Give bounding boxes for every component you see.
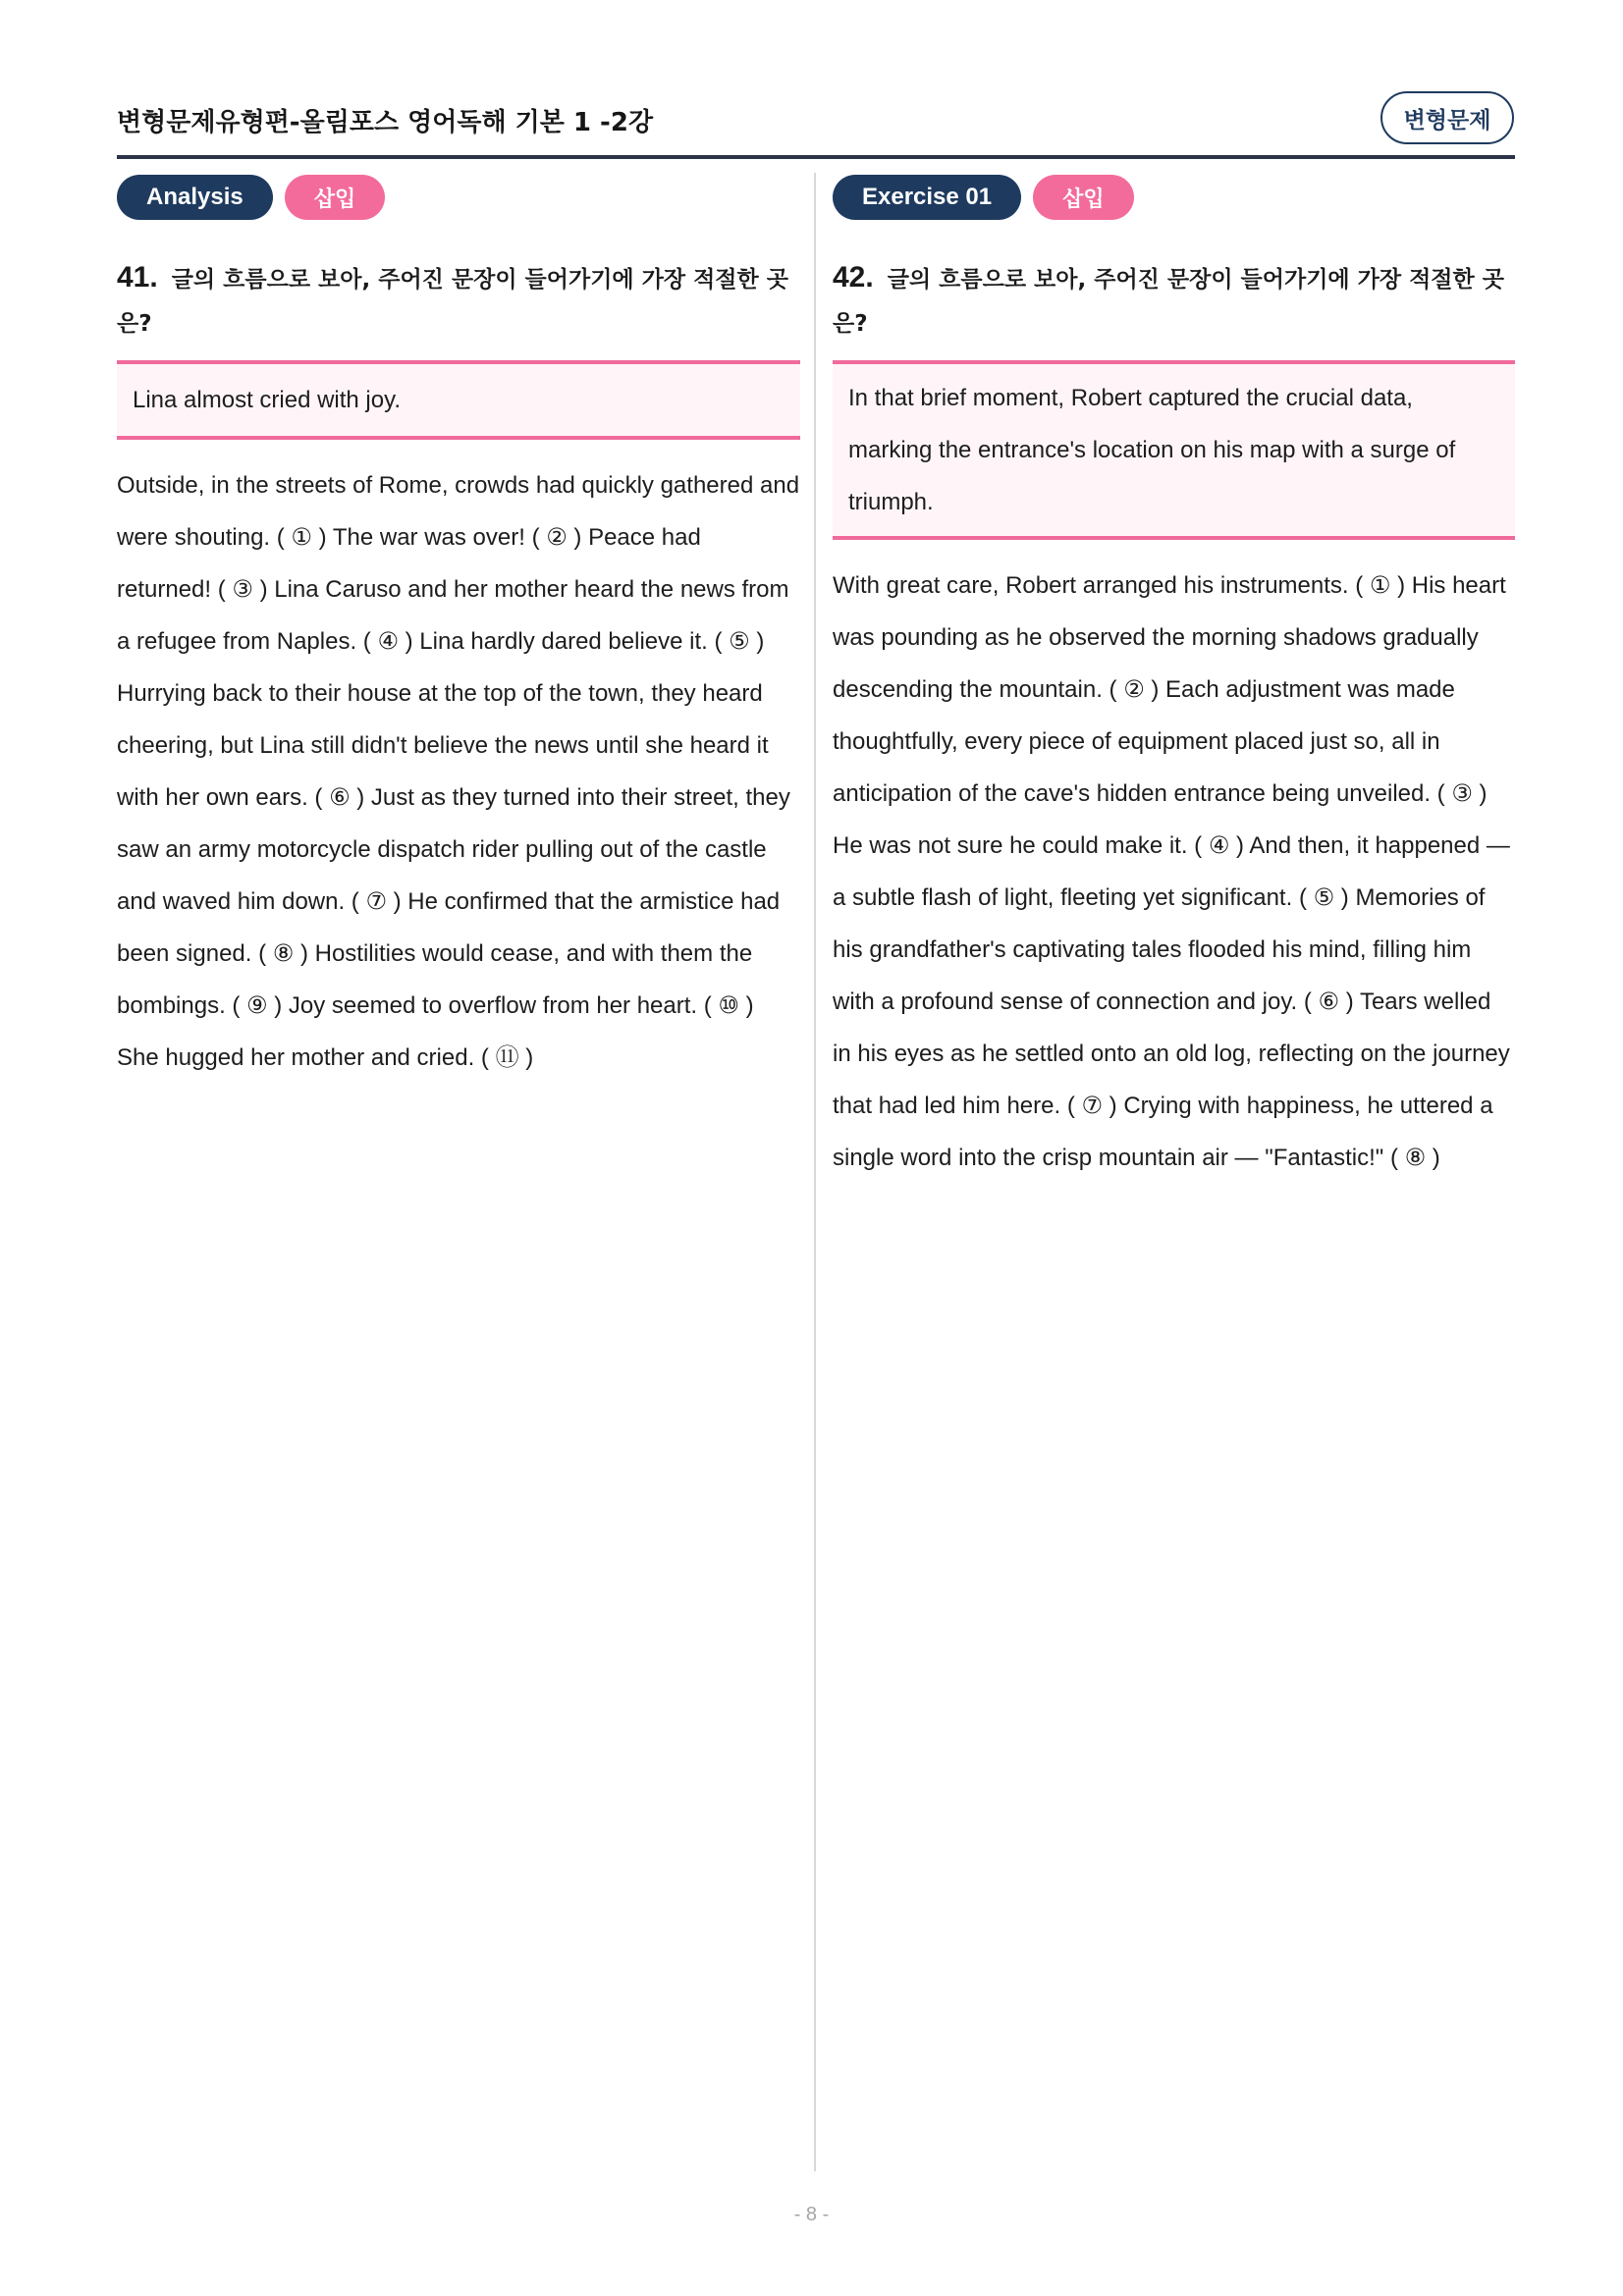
page-number: - 8 - xyxy=(793,2204,830,2225)
reading-passage: With great care, Robert arranged his instruments. ( ① ) His heart was pounding as he observed the morning shadows gradually descending the mountain. ( ② ) Each adjustment was made thoughtfully, every piece of equipment placed just so, all in anticipation of the cave's hidden entrance being unveiled. ( ③ ) He was not sure he could make it. ( ④ ) And then, it happened — a subtle flash of light, fleeting yet significant. ( ⑤ ) Memories of his grandfather's captivating tales flooded his mind, filling him with a profound sense of connection and joy. ( ⑥ ) Tears welled in his eyes as he settled onto an old log, reflecting on the journey that had led him here. ( ⑦ ) Crying with happiness, he uttered a single word into the crisp mountain air — "Fantastic!" ( ⑧ ) xyxy=(833,572,1510,1171)
question-42 xyxy=(833,255,1515,347)
reading-passage: Outside, in the streets of Rome, crowds had quickly gathered and were shouting. ( ① ) The war was over! ( ② ) Peace had returned! ( ③ ) Lina Caruso and her mother heard the news from a refugee from Naples. ( ④ ) Lina hardly dared believe it. ( ⑤ ) Hurrying back to their house at the top of the town, they heard cheering, but Lina still didn't believe the news until she heard it with her own ears. ( ⑥ ) Just as they turned into their street, they saw an army motorcycle dispatch rider pulling out of the castle and waved him down. ( ⑦ ) He confirmed that the armistice had been signed. ( ⑧ ) Hostilities would cease, and with them the bombings. ( ⑨ ) Joy seemed to overflow from her heart. ( ⑩ ) She hugged her mother and cried. ( ⑪ ) xyxy=(117,472,800,1071)
right-column xyxy=(833,173,1515,1184)
analysis-tag: Analysis xyxy=(117,175,273,220)
question-prompt: 글의 흐름으로 보아, 주어진 문장이 들어가기에 가장 적절한 곳은? xyxy=(833,267,1504,337)
given-sentence-box: Lina almost cried with joy. xyxy=(117,360,800,440)
question-number: 41. xyxy=(117,261,158,294)
insertion-tag: 삽입 xyxy=(1033,175,1134,220)
column-divider xyxy=(814,173,816,2171)
document-title: 변형문제유형편-올림포스 영어독해 기본 1 -2강 xyxy=(117,108,654,137)
given-sentence-box: In that brief moment, Robert captured the crucial data, marking the entrance's location on his map with a surge of triumph. xyxy=(833,360,1515,540)
insertion-tag: 삽입 xyxy=(285,175,386,220)
header-divider xyxy=(117,155,1515,159)
variant-badge: 변형문제 xyxy=(1380,91,1514,144)
left-tag-row xyxy=(117,173,800,222)
question-prompt: 글의 흐름으로 보아, 주어진 문장이 들어가기에 가장 적절한 곳은? xyxy=(117,267,788,337)
question-number: 42. xyxy=(833,261,874,294)
right-tag-row xyxy=(833,173,1515,222)
question-41 xyxy=(117,255,800,347)
left-column xyxy=(117,173,800,1084)
exercise-tag: Exercise 01 xyxy=(833,175,1021,220)
